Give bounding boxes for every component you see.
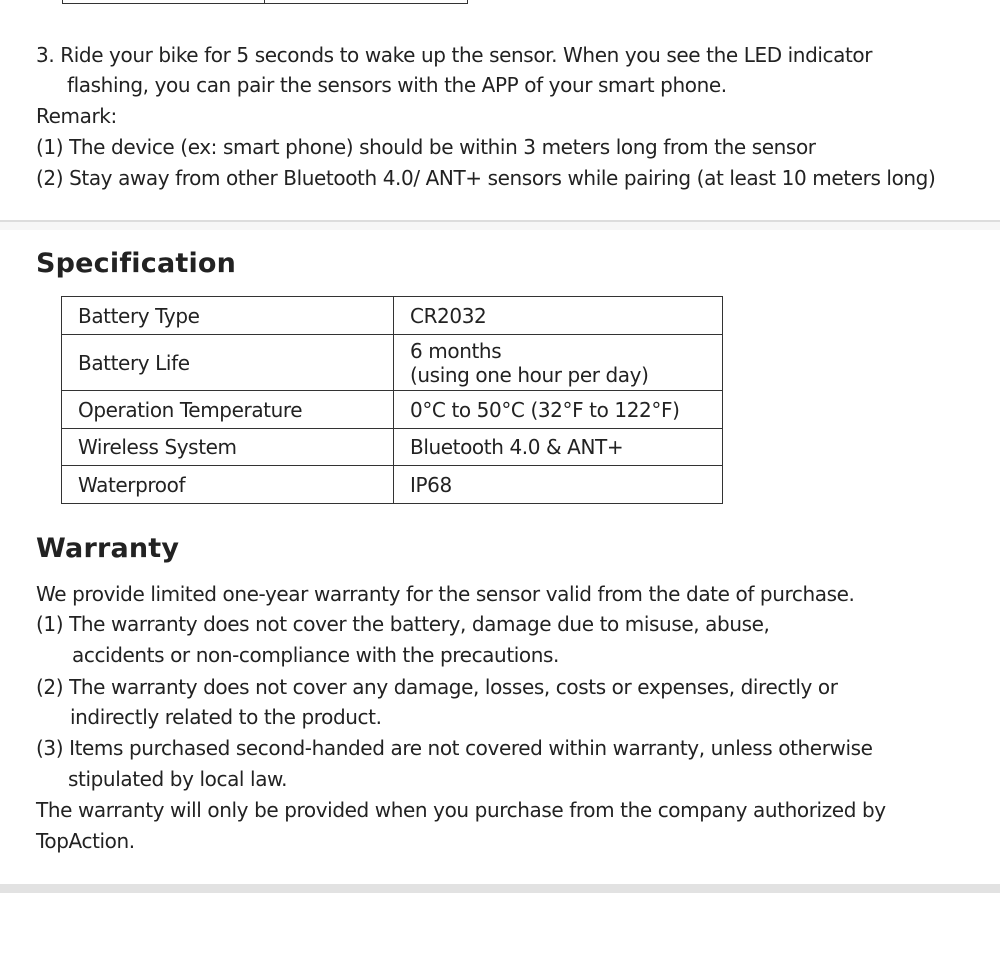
previous-table-fragment bbox=[62, 0, 468, 4]
pairing-step-3: 3. Ride your bike for 5 seconds to wake up the sensor. When you see the LED indicator bbox=[36, 43, 873, 67]
remark-item-2: (2) Stay away from other Bluetooth 4.0/ ANT+ sensors while pairing (at least 10 meters long) bbox=[36, 166, 936, 190]
spec-label: Operation Temperature bbox=[62, 391, 394, 429]
specification-heading: Specification bbox=[36, 248, 237, 279]
warranty-closing: The warranty will only be provided when you purchase from the company authorized by bbox=[36, 798, 886, 822]
spec-label: Battery Type bbox=[62, 297, 394, 335]
table-row bbox=[62, 335, 723, 391]
warranty-item-2: (2) The warranty does not cover any damage, losses, costs or expenses, directly or bbox=[36, 675, 838, 699]
warranty-item-2-cont: indirectly related to the product. bbox=[70, 705, 382, 729]
spec-label: Wireless System bbox=[62, 429, 394, 466]
remark-label: Remark: bbox=[36, 104, 117, 128]
spec-label: Battery Life bbox=[62, 335, 394, 391]
spec-value: CR2032 bbox=[394, 297, 723, 335]
table-row bbox=[62, 466, 723, 504]
spec-value: 6 months bbox=[410, 338, 502, 363]
warranty-item-1: (1) The warranty does not cover the battery, damage due to misuse, abuse, bbox=[36, 612, 770, 636]
pairing-step-3-cont: flashing, you can pair the sensors with the APP of your smart phone. bbox=[67, 73, 727, 97]
spec-value-note: (using one hour per day) bbox=[410, 362, 649, 387]
remark-item-1: (1) The device (ex: smart phone) should be within 3 meters long from the sensor bbox=[36, 135, 816, 159]
specification-table bbox=[61, 296, 723, 504]
spec-value: Bluetooth 4.0 & ANT+ bbox=[394, 429, 723, 466]
section-divider bbox=[0, 884, 1000, 893]
table-row bbox=[62, 391, 723, 429]
spec-value: IP68 bbox=[394, 466, 723, 504]
spec-value: 0°C to 50°C (32°F to 122°F) bbox=[394, 391, 723, 429]
warranty-item-3: (3) Items purchased second-handed are not covered within warranty, unless otherwise bbox=[36, 736, 873, 760]
spec-label: Waterproof bbox=[62, 466, 394, 504]
warranty-heading: Warranty bbox=[36, 533, 180, 564]
table-row bbox=[62, 429, 723, 466]
warranty-item-1-cont: accidents or non-compliance with the precautions. bbox=[72, 643, 560, 667]
table-row bbox=[62, 297, 723, 335]
warranty-item-3-cont: stipulated by local law. bbox=[68, 767, 288, 791]
warranty-closing-cont: TopAction. bbox=[36, 829, 135, 853]
pairing-section bbox=[0, 0, 1000, 222]
warranty-intro: We provide limited one-year warranty for the sensor valid from the date of purchase. bbox=[36, 582, 855, 606]
